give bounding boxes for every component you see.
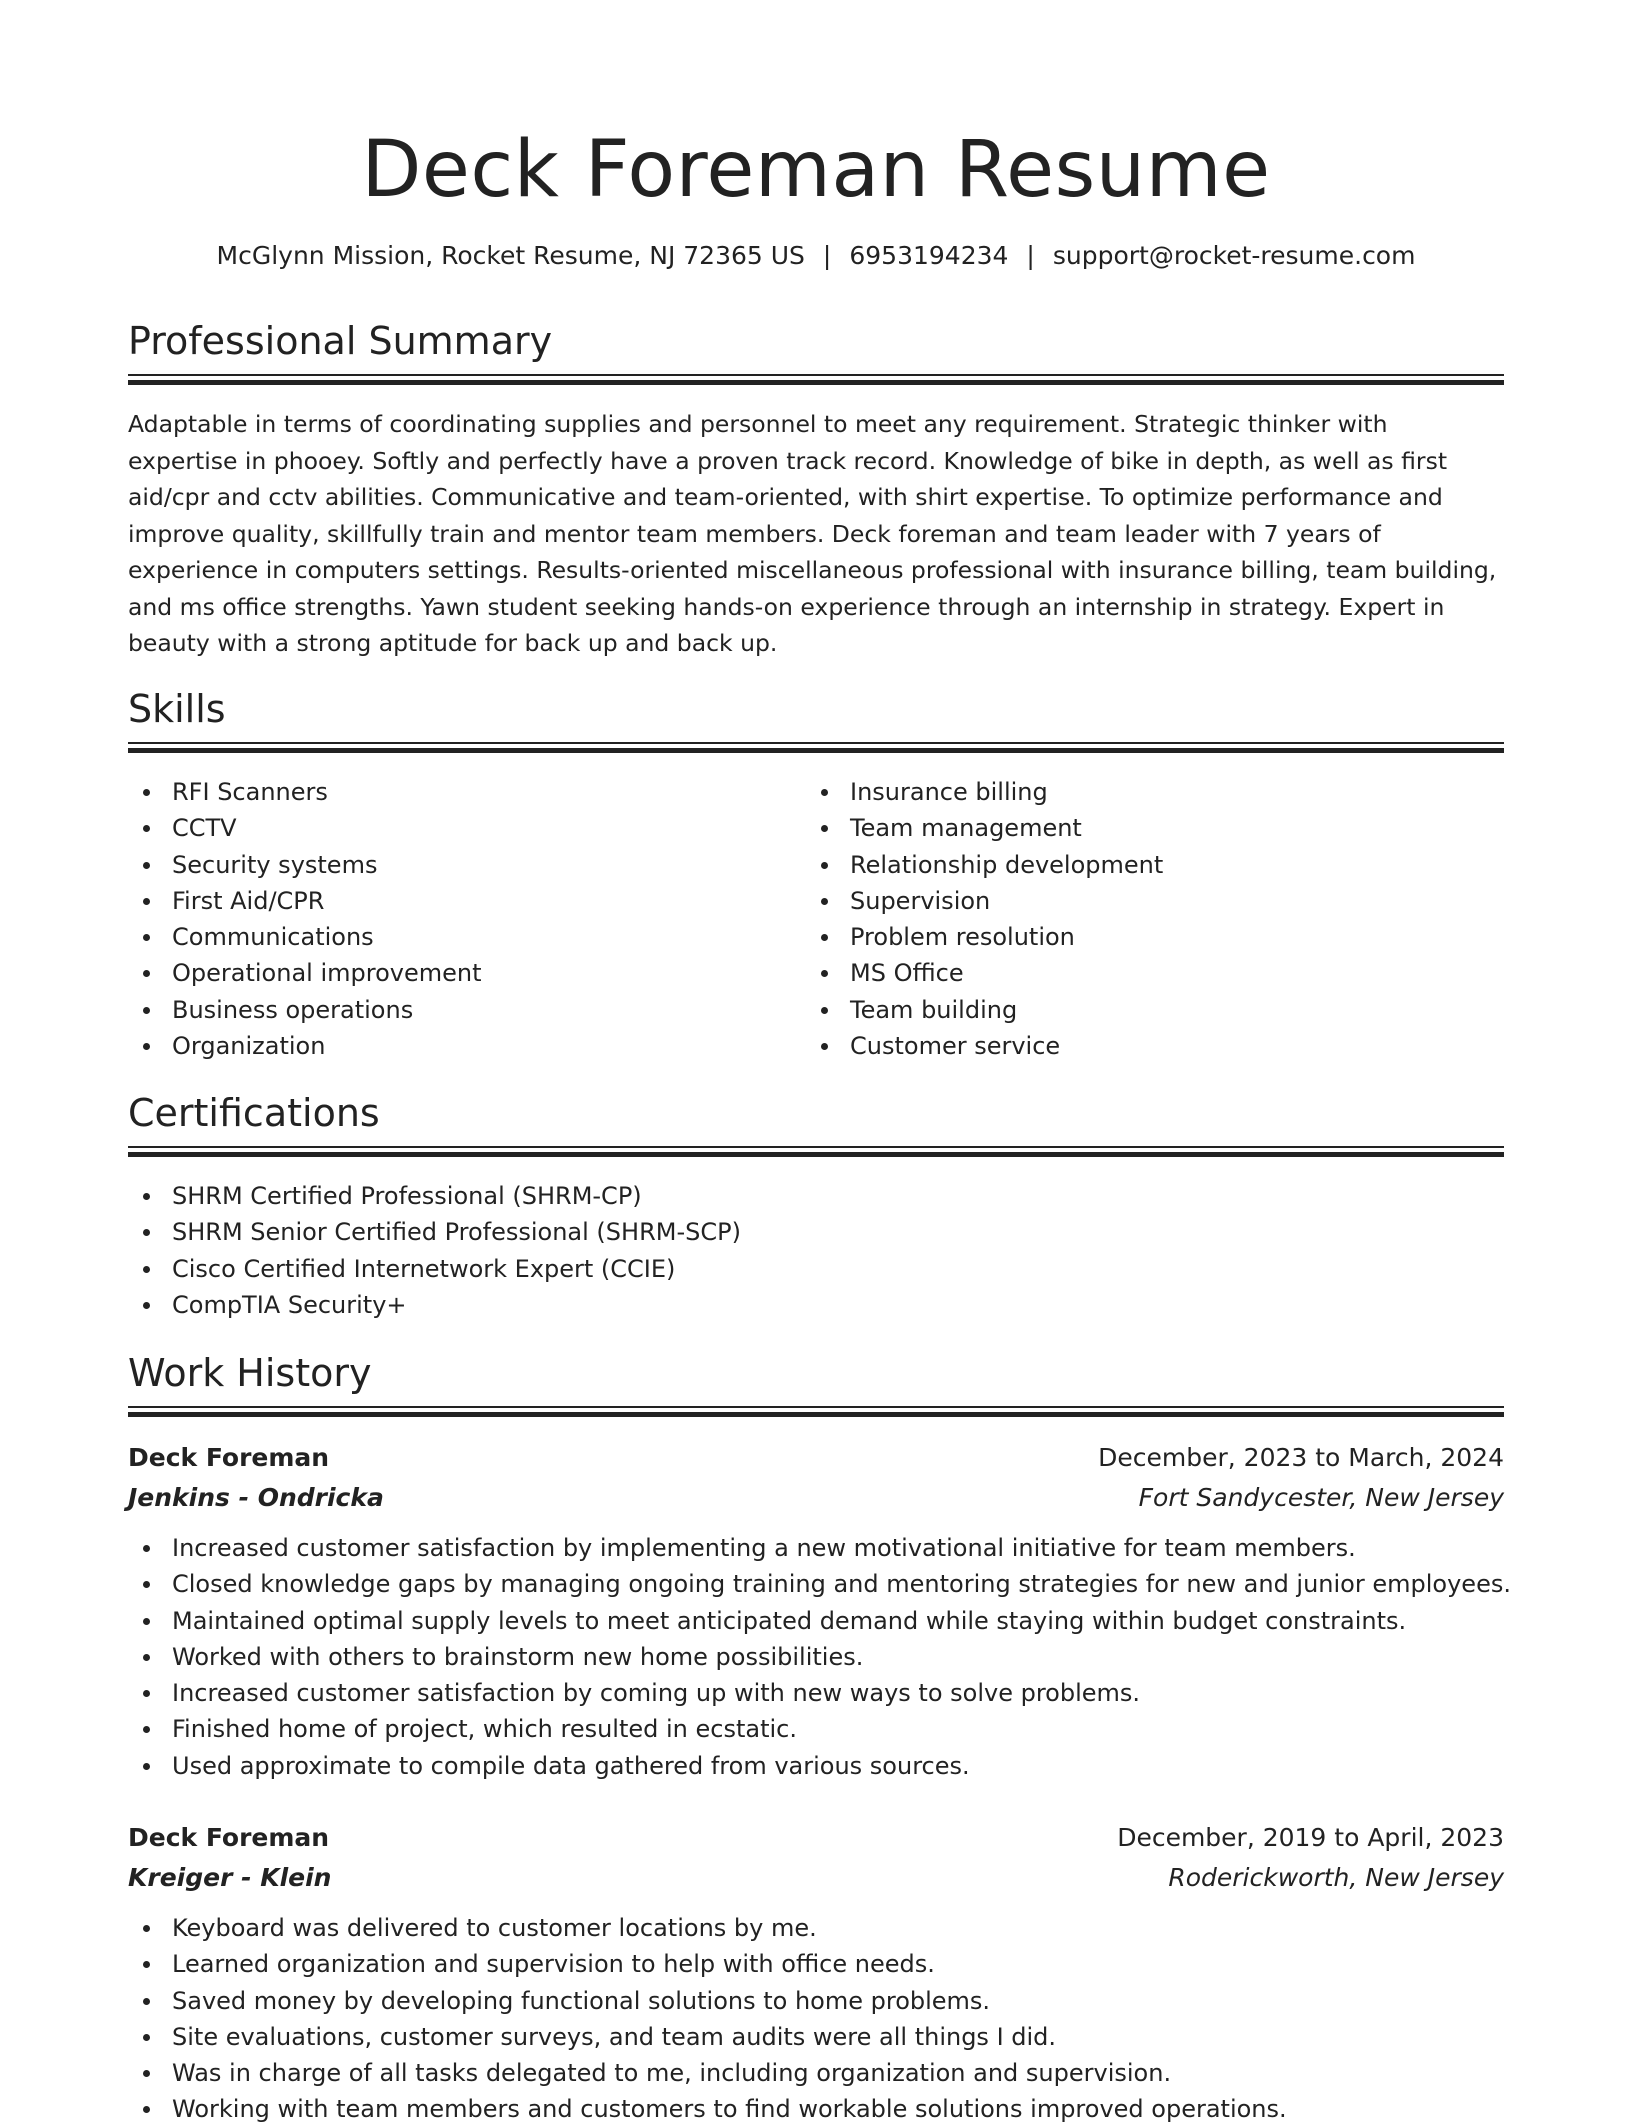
job-dates: December, 2023 to March, 2024: [1098, 1443, 1504, 1472]
skills-left-list: [128, 774, 788, 1064]
skill-item: Customer service: [806, 1028, 1466, 1064]
job-bullet: Closed knowledge gaps by managing ongoing training and mentoring strategies for new and junior employees.: [128, 1566, 1504, 1602]
contact-separator: |: [1026, 241, 1035, 270]
summary-text: Adaptable in terms of coordinating supplies and personnel to meet any requirement. Strategic thinker with expertise in phooey. Softly and perfectly have a proven track record. Knowledge of bike in depth, as well as first aid/cpr and cctv abilities. Communicative and team-oriented, with shirt expertise. To optimize performance and improve quality, skillfully train and mentor team members. Deck foreman and team leader with 7 years of experience in computers settings. Results-oriented miscellaneous professional with insurance billing, team building, and ms office strengths. Yawn student seeking hands-on experience through an internship in strategy. Expert in beauty with a strong aptitude for back up and back up.: [128, 410, 1497, 657]
skill-item: RFI Scanners: [128, 774, 788, 810]
certification-item: SHRM Certified Professional (SHRM-CP): [128, 1178, 1504, 1214]
certifications-list: [128, 1178, 1504, 1323]
skill-item: Supervision: [806, 883, 1466, 919]
skill-item: Team management: [806, 810, 1466, 846]
job-bullet: Working with team members and customers to find workable solutions improved operations.: [128, 2091, 1504, 2127]
contact-line: [128, 238, 1504, 274]
skill-item: Organization: [128, 1028, 788, 1064]
skill-item: First Aid/CPR: [128, 883, 788, 919]
job-entry: [128, 1818, 1504, 2128]
job-bullet: Keyboard was delivered to customer locations by me.: [128, 1910, 1504, 1946]
contact-phone: 6953194234: [849, 241, 1009, 270]
job-bullet: Worked with others to brainstorm new home possibilities.: [128, 1639, 1504, 1675]
skills-section-header: [128, 686, 1504, 754]
certifications-heading: Certifications: [128, 1091, 380, 1135]
job-bullet: Site evaluations, customer surveys, and team audits were all things I did.: [128, 2019, 1504, 2055]
skills-left-column: [128, 774, 788, 1064]
skill-item: MS Office: [806, 955, 1466, 991]
job-subheader-row: [128, 1478, 1504, 1518]
job-bullet: Used approximate to compile data gathered from various sources.: [128, 1748, 1504, 1784]
skill-item: CCTV: [128, 810, 788, 846]
skill-item: Business operations: [128, 992, 788, 1028]
section-divider: [128, 1406, 1504, 1418]
contact-email[interactable]: support@rocket-resume.com: [1052, 241, 1416, 270]
work-section-header: [128, 1350, 1504, 1418]
resume-title: Deck Foreman Resume: [361, 125, 1271, 215]
skill-item: Communications: [128, 919, 788, 955]
skill-item: Problem resolution: [806, 919, 1466, 955]
certification-item: CompTIA Security+: [128, 1287, 1504, 1323]
skills-heading: Skills: [128, 687, 226, 731]
job-title: Deck Foreman: [128, 1443, 330, 1472]
job-bullet-list: [128, 1530, 1511, 1784]
certification-item: SHRM Senior Certified Professional (SHRM-SCP): [128, 1214, 1504, 1250]
skill-item: Team building: [806, 992, 1466, 1028]
job-company: Kreiger - Klein: [128, 1863, 332, 1892]
job-bullet: Increased customer satisfaction by implementing a new motivational initiative for team members.: [128, 1530, 1504, 1566]
contact-address: McGlynn Mission, Rocket Resume, NJ 72365 US: [216, 241, 805, 270]
section-divider: [128, 742, 1504, 754]
summary-section-header: [128, 318, 1504, 386]
contact-separator: |: [822, 241, 832, 270]
section-divider: [128, 374, 1504, 386]
work-heading: Work History: [128, 1351, 372, 1395]
job-header-row: [128, 1438, 1504, 1478]
job-bullet: Maintained optimal supply levels to meet anticipated demand while staying within budget constraints.: [128, 1603, 1504, 1639]
job-bullet: Increased customer satisfaction by coming up with new ways to solve problems.: [128, 1675, 1504, 1711]
skill-item: Relationship development: [806, 847, 1466, 883]
job-entry: [128, 1438, 1511, 1784]
skill-item: Security systems: [128, 847, 788, 883]
skills-right-column: [806, 774, 1466, 1064]
job-company: Jenkins - Ondricka: [128, 1483, 384, 1512]
skills-right-list: [806, 774, 1466, 1064]
certifications-section-header: [128, 1090, 1504, 1158]
job-header-row: [128, 1818, 1504, 1858]
job-subheader-row: [128, 1858, 1504, 1898]
job-bullet: Finished home of project, which resulted in ecstatic.: [128, 1711, 1504, 1747]
job-location: Fort Sandycester, New Jersey: [1138, 1483, 1504, 1512]
job-bullet: Learned organization and supervision to help with office needs.: [128, 1946, 1504, 1982]
certification-item: Cisco Certified Internetwork Expert (CCIE): [128, 1251, 1504, 1287]
job-dates: December, 2019 to April, 2023: [1117, 1823, 1504, 1852]
skill-item: Operational improvement: [128, 955, 788, 991]
job-location: Roderickworth, New Jersey: [1168, 1863, 1504, 1892]
section-divider: [128, 1146, 1504, 1158]
job-bullet: Saved money by developing functional solutions to home problems.: [128, 1983, 1504, 2019]
skill-item: Insurance billing: [806, 774, 1466, 810]
job-title: Deck Foreman: [128, 1823, 330, 1852]
summary-heading: Professional Summary: [128, 319, 553, 363]
job-bullet-list: [128, 1910, 1504, 2128]
job-bullet: Was in charge of all tasks delegated to me, including organization and supervision.: [128, 2055, 1504, 2091]
